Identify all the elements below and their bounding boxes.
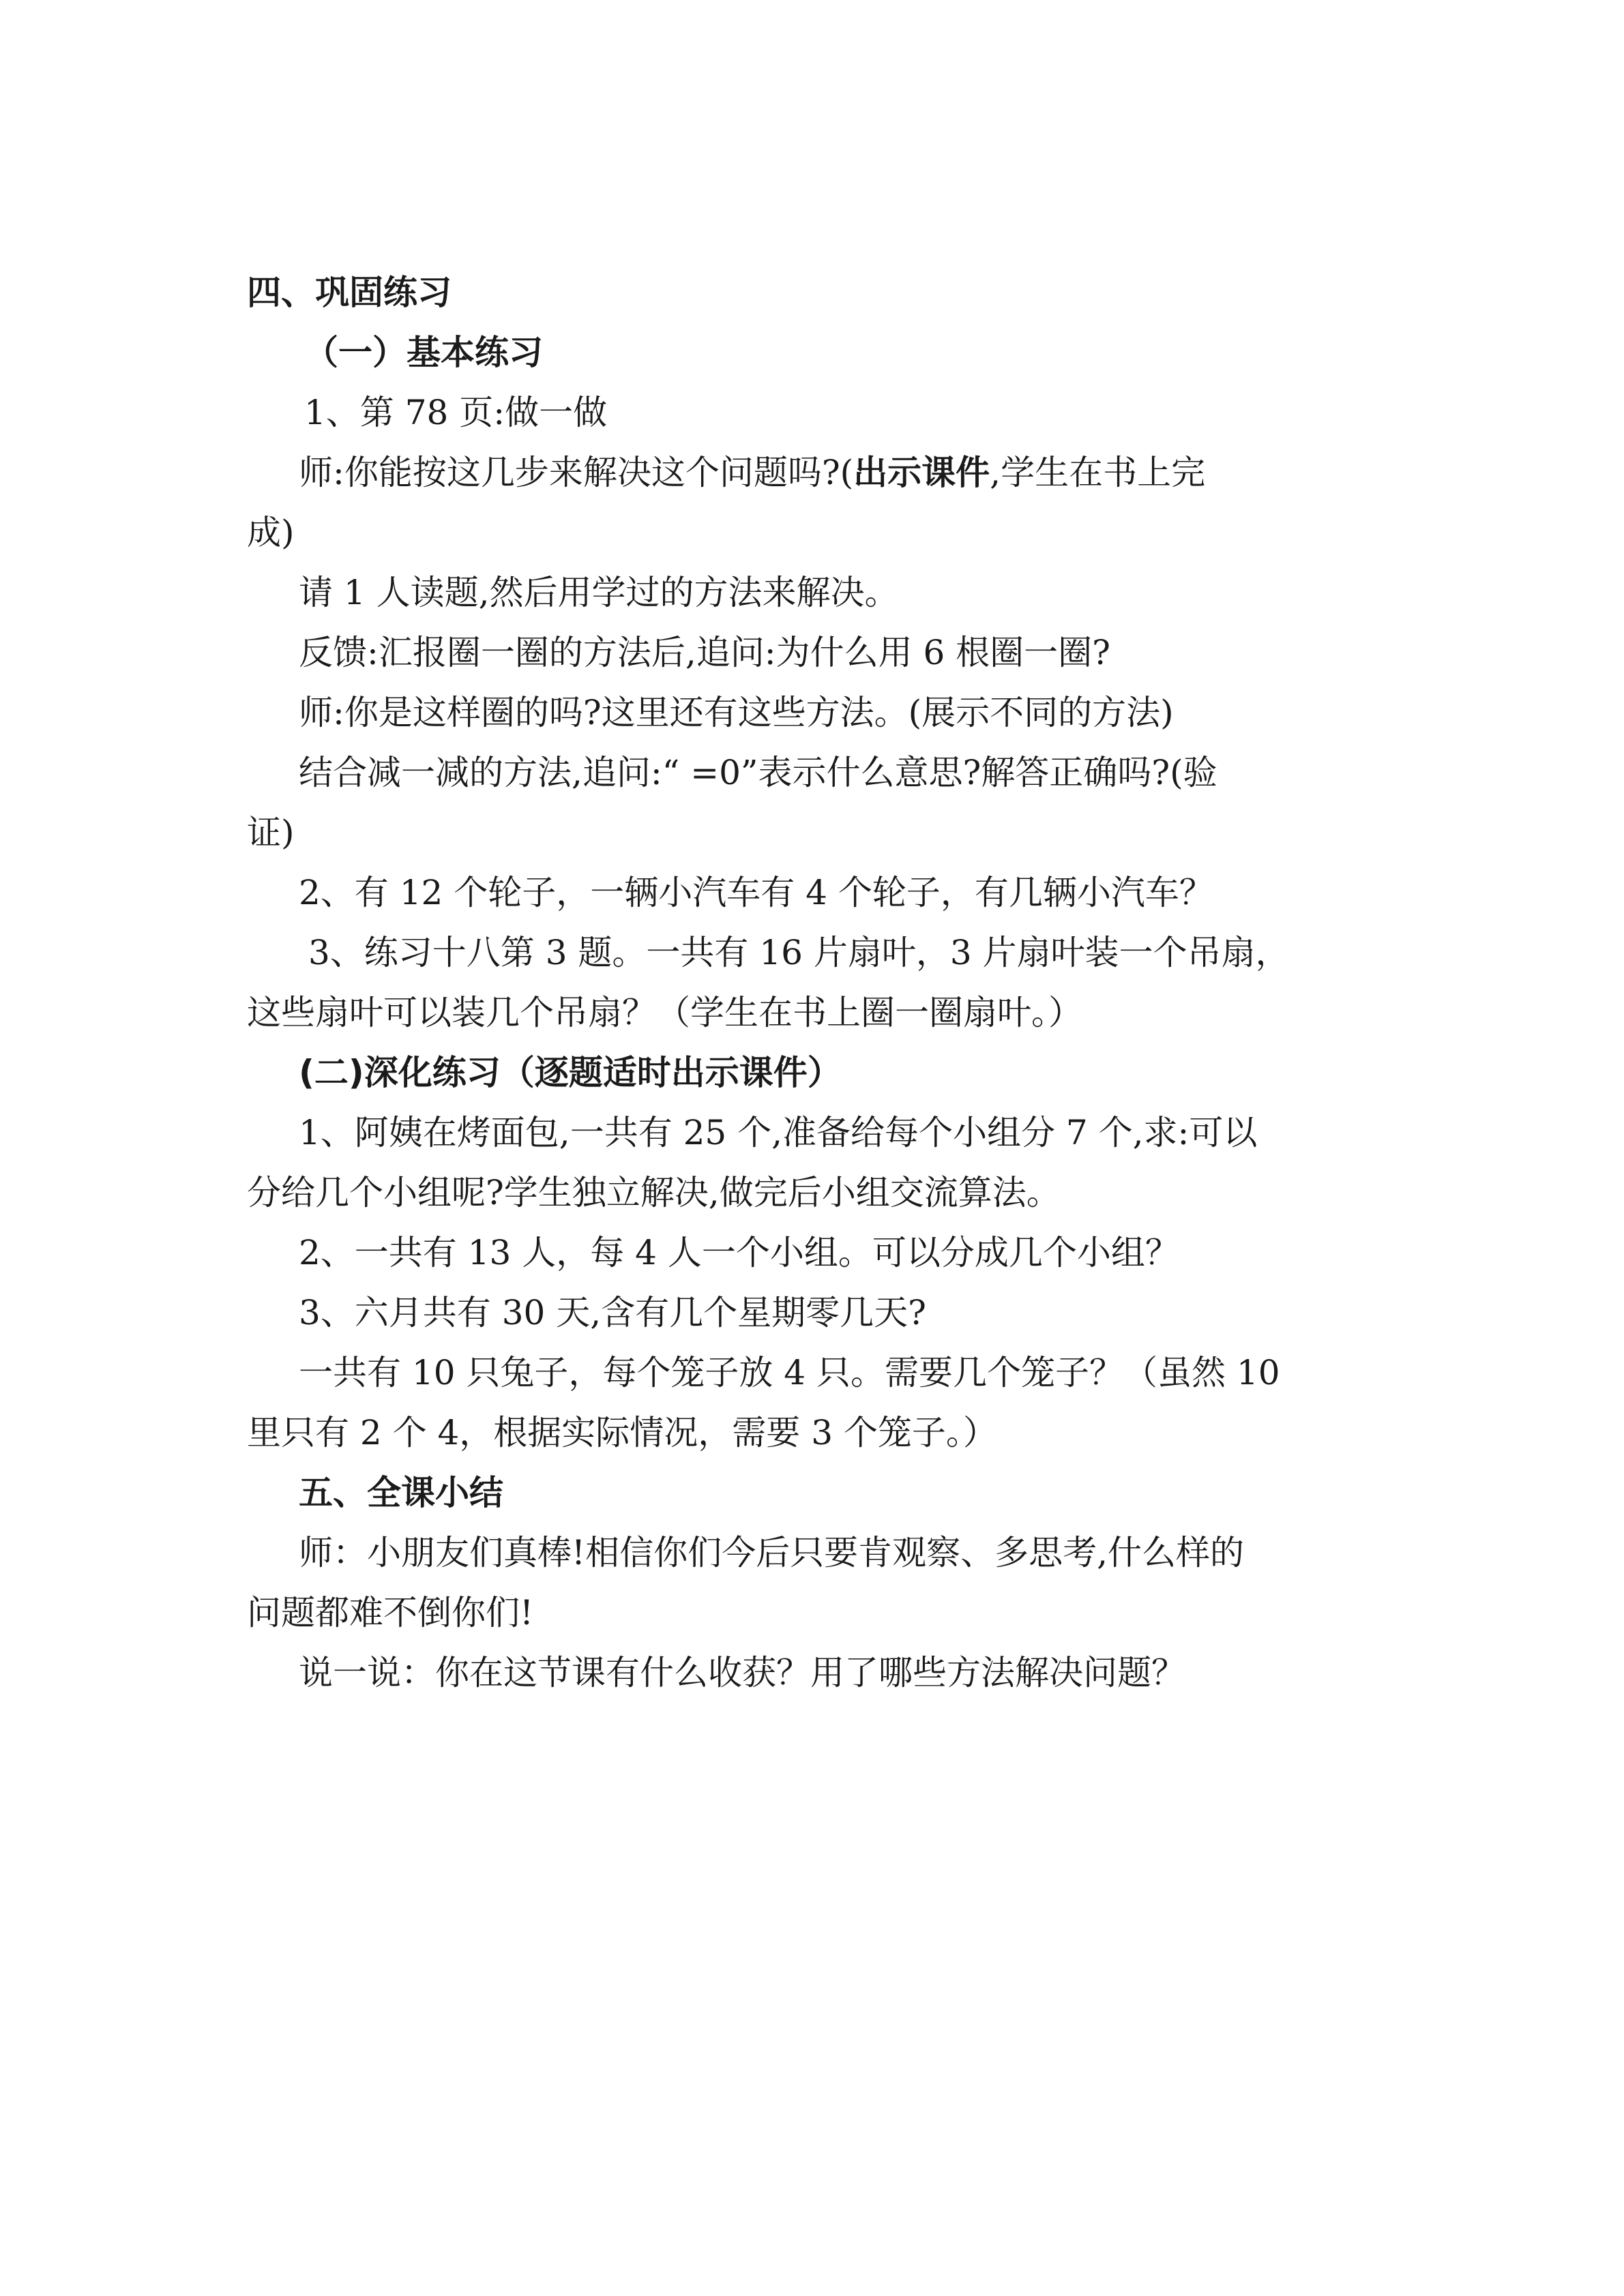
paragraph-line: 2、有 12 个轮子，一辆小汽车有 4 个轮子，有几辆小汽车？ (299, 873, 1213, 912)
paragraph-line: 1、第 78 页:做一做 (304, 393, 608, 432)
paragraph-line: 说一说：你在这节课有什么收获？用了哪些方法解决问题？ (299, 1653, 1185, 1693)
paragraph-line: 证) (247, 813, 295, 852)
document-body (247, 263, 1379, 1703)
paragraph-line: 师:你是这样圈的吗?这里还有这些方法。(展示不同的方法) (299, 693, 1174, 732)
paragraph-line: 分给几个小组呢?学生独立解决,做完后小组交流算法。 (247, 1173, 1061, 1212)
paragraph-line: 反馈:汇报圈一圈的方法后,追问:为什么用 6 根圈一圈? (299, 633, 1110, 672)
paragraph-line: 结合减一减的方法,追问:“ =0”表示什么意思?解答正确吗?(验 (299, 753, 1217, 792)
paragraph-text: 师:你能按这几步来解决这个问题吗?( (299, 453, 854, 492)
bold-emphasis: 出示课件 (853, 453, 990, 492)
paragraph-line: 1、阿姨在烤面包,一共有 25 个,准备给每个小组分 7 个,求:可以 (299, 1113, 1258, 1152)
paragraph-line: 一共有 10 只兔子，每个笼子放 4 只。需要几个笼子？（虽然 10 (299, 1353, 1280, 1392)
paragraph-line: 成) (247, 513, 295, 552)
paragraph-line: 请 1 人读题,然后用学过的方法来解决。 (299, 573, 899, 612)
subsection-heading-basic-practice: （一）基本练习 (304, 333, 543, 372)
section-heading-summary: 五、全课小结 (299, 1473, 503, 1512)
paragraph-line: 这些扇叶可以装几个吊扇？（学生在书上圈一圈扇叶。） (247, 993, 1082, 1032)
paragraph-line: 里只有 2 个 4，根据实际情况，需要 3 个笼子。） (247, 1413, 997, 1452)
paragraph-line: 2、一共有 13 人，每 4 人一个小组。可以分成几个小组？ (299, 1233, 1179, 1272)
paragraph-line: 师：小朋友们真棒!相信你们今后只要肯观察、多思考,什么样的 (299, 1533, 1244, 1572)
paragraph-line (247, 443, 1379, 503)
subsection-heading-deepening-practice: (二)深化练习（逐题适时出示课件） (299, 1053, 842, 1092)
paragraph-line: 3、练习十八第 3 题。一共有 16 片扇叶，3 片扇叶装一个吊扇， (308, 933, 1290, 972)
paragraph-text: ,学生在书上完 (990, 453, 1206, 492)
paragraph-line: 3、六月共有 30 天,含有几个星期零几天? (299, 1293, 926, 1332)
section-heading-consolidation: 四、巩固练习 (247, 273, 452, 312)
paragraph-line: 问题都难不倒你们! (247, 1593, 534, 1632)
